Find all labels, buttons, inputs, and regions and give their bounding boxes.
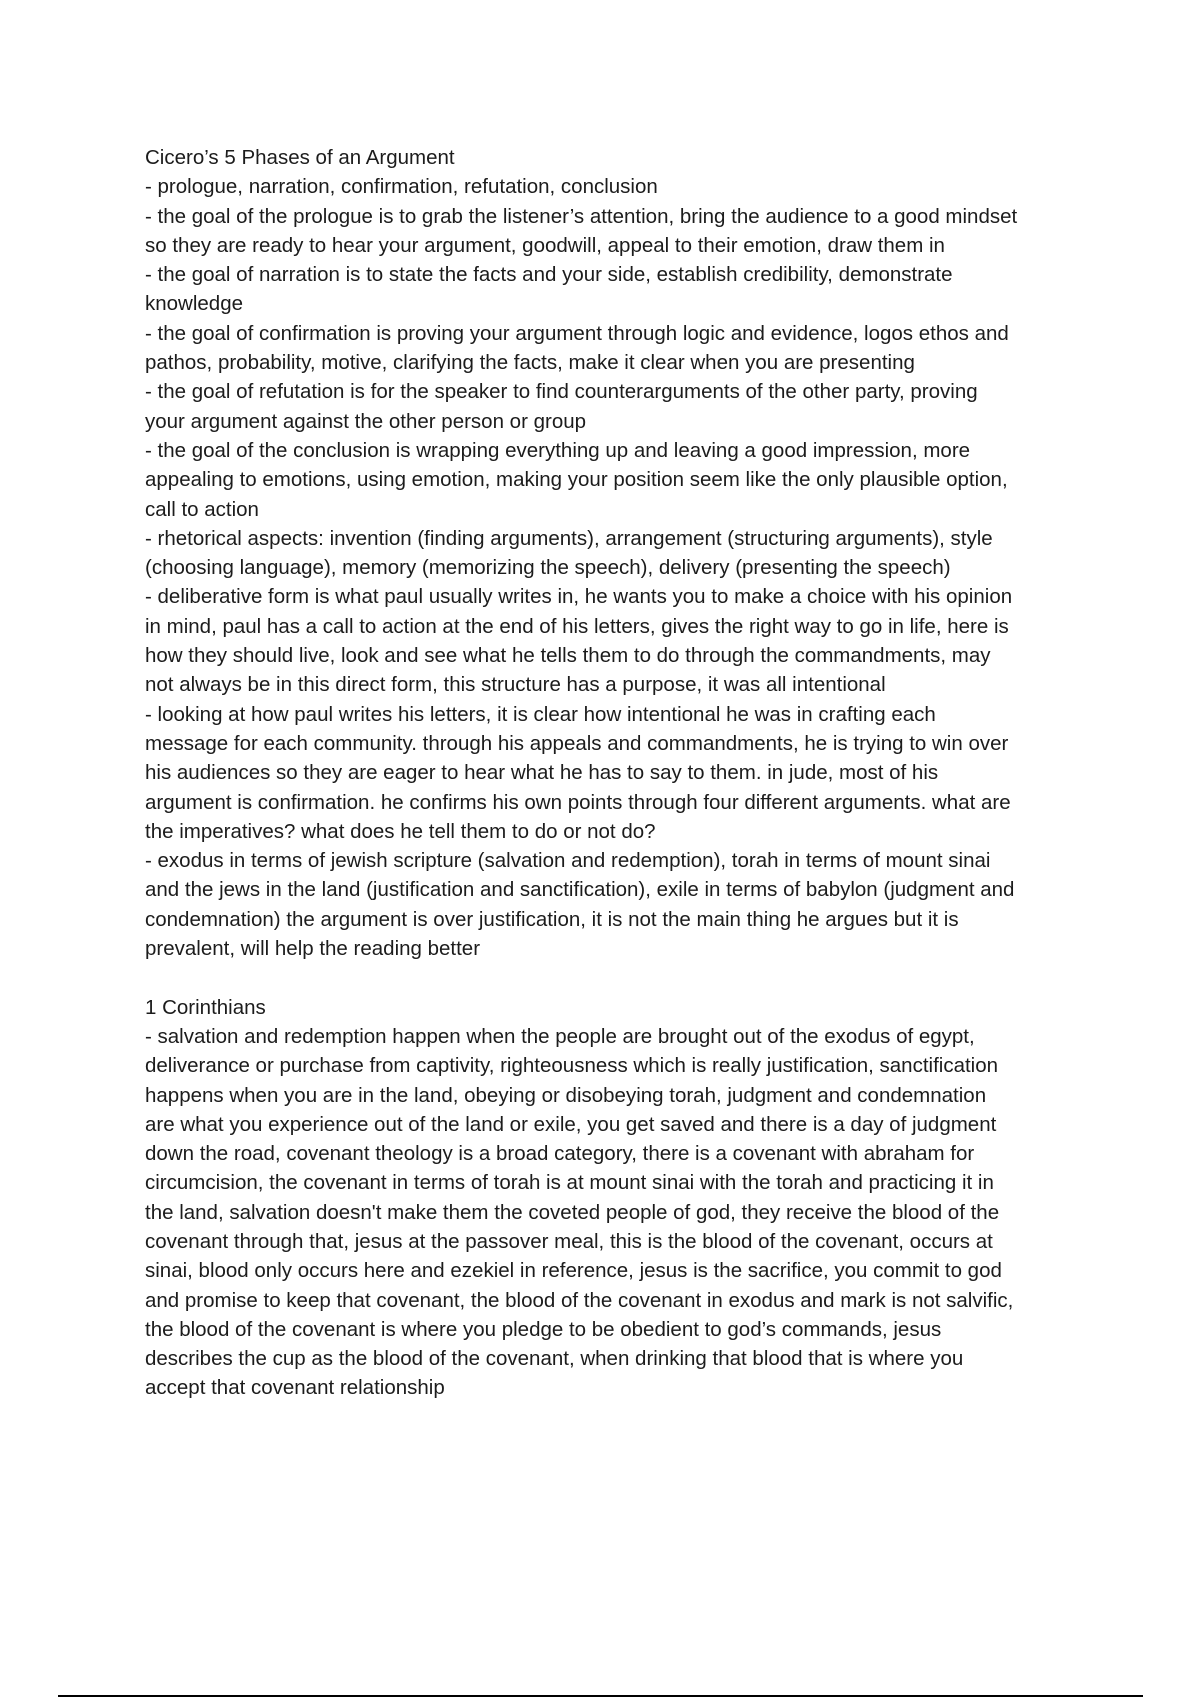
text-line: - the goal of narration is to state the facts and your side, establish credibility, demonstrate xyxy=(145,263,953,287)
text-line: the imperatives? what does he tell them to do or not do? xyxy=(145,819,656,843)
text-line: - the goal of confirmation is proving your argument through logic and evidence, logos ethos and xyxy=(145,321,1009,345)
text-line: accept that covenant relationship xyxy=(145,1376,445,1400)
text-line: so they are ready to hear your argument, goodwill, appeal to their emotion, draw them in xyxy=(145,233,945,257)
text-line: message for each community. through his appeals and commandments, he is trying to win over xyxy=(145,731,1009,755)
text-line: sinai, blood only occurs here and ezekiel in reference, jesus is the sacrifice, you commit to god xyxy=(145,1259,1002,1283)
text-line: your argument against the other person or group xyxy=(145,409,587,433)
text-line: (choosing language), memory (memorizing the speech), delivery (presenting the speech) xyxy=(145,556,951,580)
text-line: down the road, covenant theology is a broad category, there is a covenant with abraham for xyxy=(145,1142,975,1166)
text-line: - deliberative form is what paul usually writes in, he wants you to make a choice with his opinion xyxy=(145,585,1013,609)
text-line: - salvation and redemption happen when the people are brought out of the exodus of egypt, xyxy=(145,1024,975,1048)
text-line: - looking at how paul writes his letters, it is clear how intentional he was in crafting each xyxy=(145,702,936,726)
footer-rule xyxy=(58,1695,1143,1697)
section-heading: 1 Corinthians xyxy=(145,995,266,1019)
text-line: not always be in this direct form, this structure has a purpose, it was all intentional xyxy=(145,673,886,697)
text-line: and the jews in the land (justification and sanctification), exile in terms of babylon (judgment and xyxy=(145,878,1015,902)
text-line: his audiences so they are eager to hear what he has to say to them. in jude, most of his xyxy=(145,761,939,785)
section-cicero xyxy=(145,143,1095,963)
text-line: the blood of the covenant is where you pledge to be obedient to god’s commands, jesus xyxy=(145,1317,942,1341)
text-line: - exodus in terms of jewish scripture (salvation and redemption), torah in terms of mount sinai xyxy=(145,849,991,873)
text-line: deliverance or purchase from captivity, righteousness which is really justification, sanctification xyxy=(145,1054,999,1078)
text-line: - the goal of the conclusion is wrapping everything up and leaving a good impression, more xyxy=(145,438,971,462)
text-line: are what you experience out of the land or exile, you get saved and there is a day of judgment xyxy=(145,1112,997,1136)
text-line: in mind, paul has a call to action at the end of his letters, gives the right way to go in life, here is xyxy=(145,614,1009,638)
text-line: - rhetorical aspects: invention (finding arguments), arrangement (structuring arguments), style xyxy=(145,526,993,550)
text-line: the land, salvation doesn't make them the coveted people of god, they receive the blood of the xyxy=(145,1200,1000,1224)
text-line: describes the cup as the blood of the covenant, when drinking that blood that is where you xyxy=(145,1347,964,1371)
text-line: - the goal of the prologue is to grab the listener’s attention, bring the audience to a good mindset xyxy=(145,204,1018,228)
text-line: - prologue, narration, confirmation, refutation, conclusion xyxy=(145,175,658,199)
text-line: call to action xyxy=(145,497,259,521)
text-line: - the goal of refutation is for the speaker to find counterarguments of the other party, proving xyxy=(145,380,978,404)
text-line: condemnation) the argument is over justification, it is not the main thing he argues but it is xyxy=(145,907,959,931)
text-line: circumcision, the covenant in terms of torah is at mount sinai with the torah and practicing it in xyxy=(145,1171,994,1195)
text-line: and promise to keep that covenant, the blood of the covenant in exodus and mark is not salvific, xyxy=(145,1288,1014,1312)
section-heading: Cicero’s 5 Phases of an Argument xyxy=(145,146,455,169)
text-line: argument is confirmation. he confirms his own points through four different arguments. what are xyxy=(145,790,1011,814)
text-line: happens when you are in the land, obeying or disobeying torah, judgment and condemnation xyxy=(145,1083,987,1107)
text-line: appealing to emotions, using emotion, making your position seem like the only plausible option, xyxy=(145,468,1008,492)
section-spacer xyxy=(145,963,1095,992)
text-line: how they should live, look and see what he tells them to do through the commandments, may xyxy=(145,644,991,668)
document-body xyxy=(145,143,1095,1403)
text-line: knowledge xyxy=(145,292,244,316)
text-line: covenant through that, jesus at the passover meal, this is the blood of the covenant, occurs at xyxy=(145,1229,993,1253)
text-line: prevalent, will help the reading better xyxy=(145,937,481,961)
section-corinthians xyxy=(145,993,1095,1403)
text-line: pathos, probability, motive, clarifying the facts, make it clear when you are presenting xyxy=(145,351,915,375)
